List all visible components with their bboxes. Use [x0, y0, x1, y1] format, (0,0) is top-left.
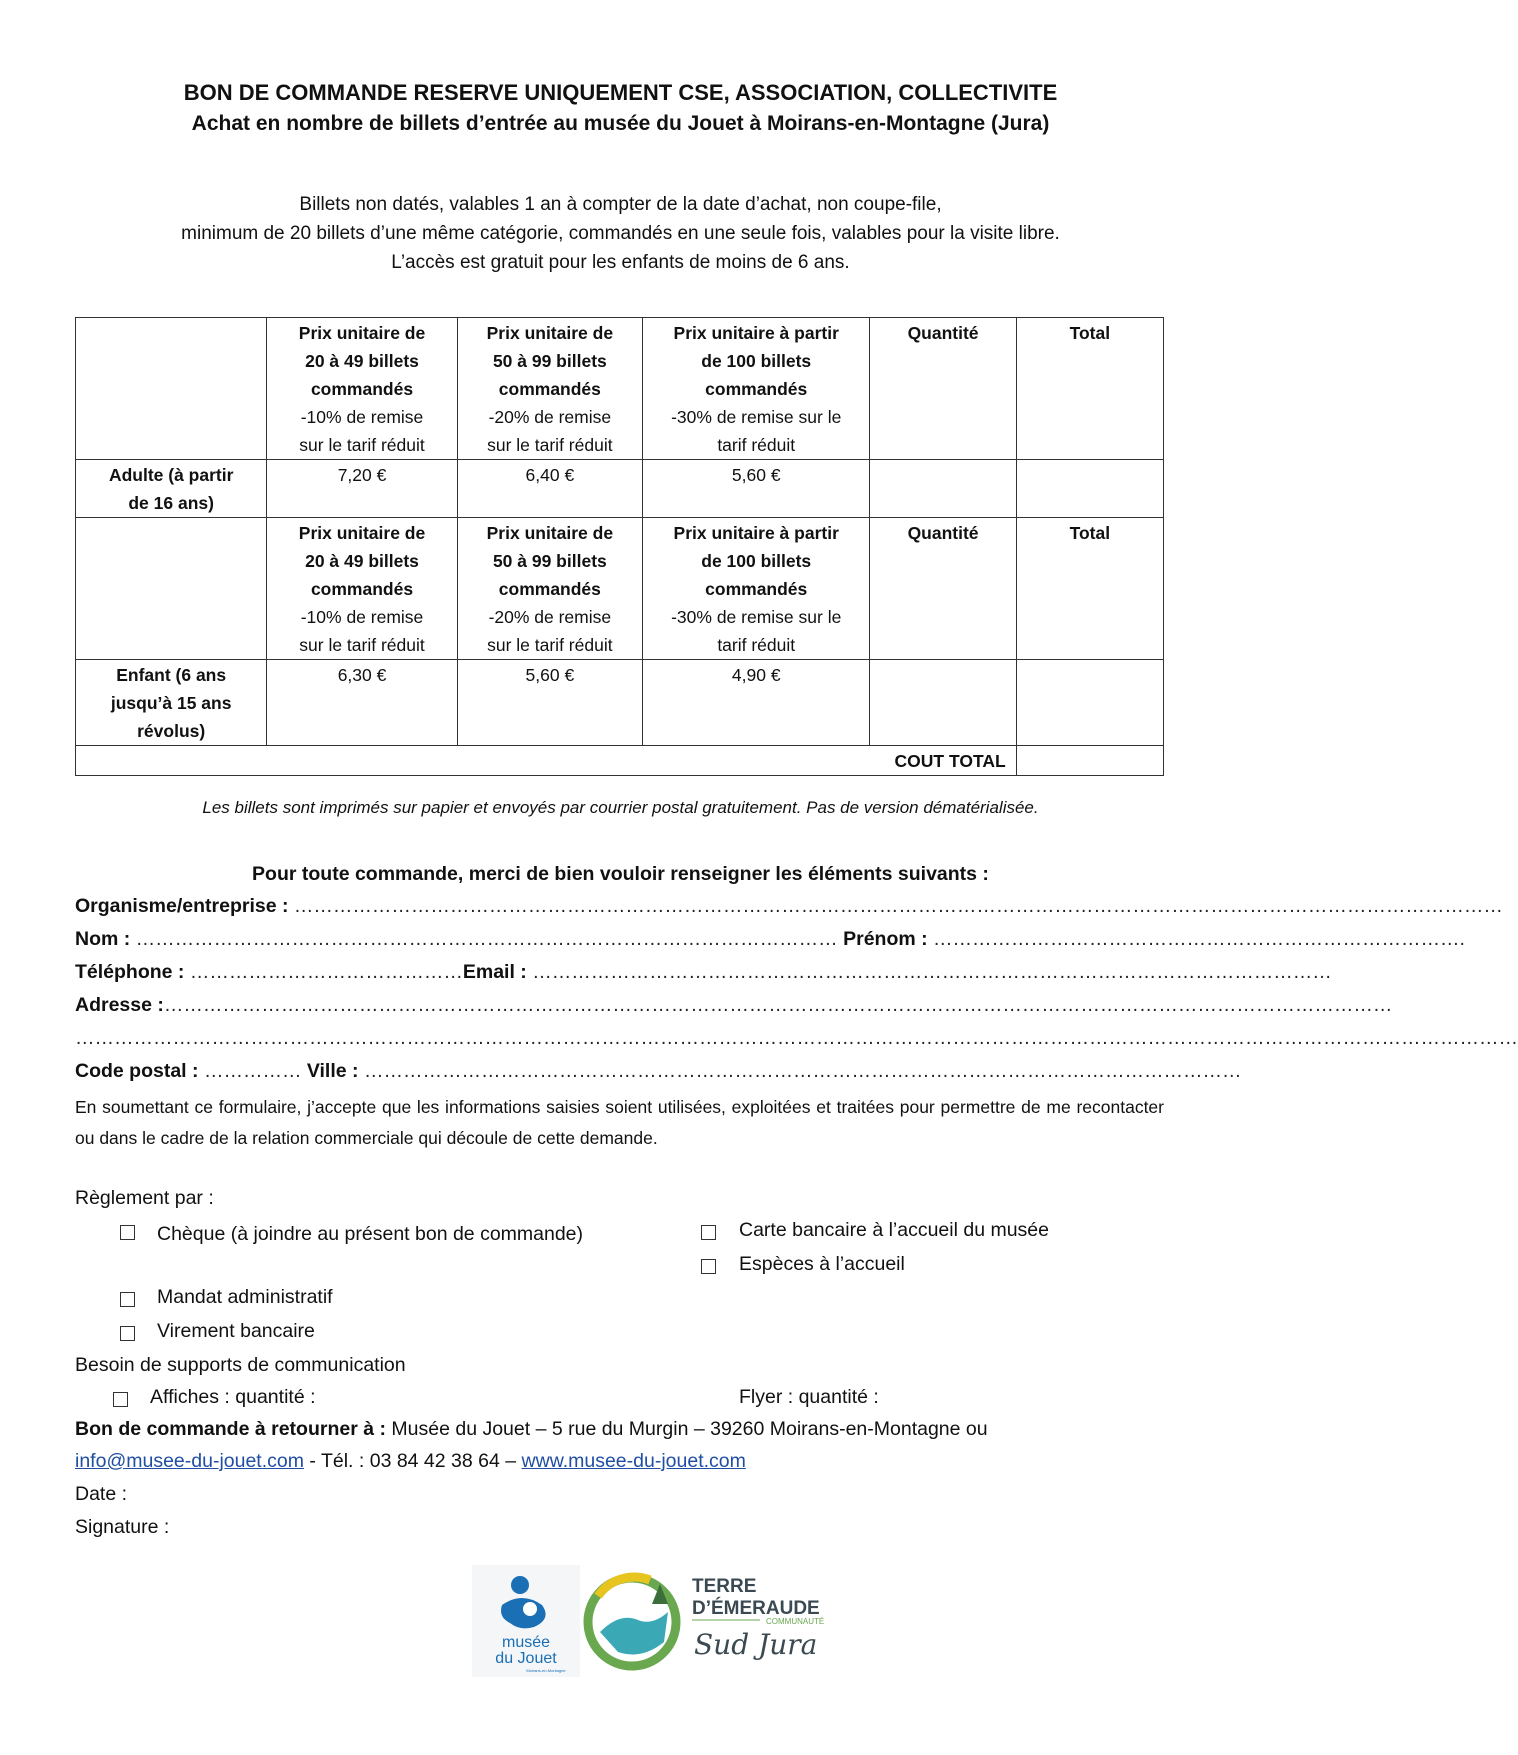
row-label-adult: Adulte (à partir de 16 ans) [76, 460, 267, 518]
support-label: Besoin de supports de communication [75, 1354, 406, 1376]
total-child-cell[interactable] [1016, 660, 1163, 746]
price-child-tier-1: 6,30 € [267, 660, 457, 746]
header-tier-2: Prix unitaire de 50 à 99 billets commandés -20% de remise sur le tarif réduit [457, 518, 642, 660]
header-tier-3: Prix unitaire à partir de 100 billets commandés -30% de remise sur le tarif réduit [643, 318, 870, 460]
website-link[interactable]: www.musee-du-jouet.com [521, 1450, 746, 1472]
header-quantity: Quantité [870, 318, 1016, 460]
signature-label: Signature : [75, 1516, 170, 1538]
intro-line: minimum de 20 billets d’une même catégorie, commandés en une seule fois, valables pour la visite libre. [181, 223, 1060, 244]
header-tier-1: Prix unitaire de 20 à 49 billets commandés -10% de remise sur le tarif réduit [267, 518, 457, 660]
price-table [75, 317, 1164, 776]
header-tier-2: Prix unitaire de 50 à 99 billets commandés -20% de remise sur le tarif réduit [457, 318, 642, 460]
checkbox-especes[interactable] [701, 1259, 716, 1274]
row-label-child: Enfant (6 ans jusqu’à 15 ans révolus) [76, 660, 267, 746]
flyer-quantity: Flyer : quantité : [739, 1386, 879, 1408]
contact-line: info@musee-du-jouet.com - Tél. : 03 84 42 38 64 – www.musee-du-jouet.com [75, 1450, 746, 1472]
musee-du-jouet-logo [472, 1565, 580, 1677]
header-total: Total [1016, 518, 1163, 660]
header-tier-1: Prix unitaire de 20 à 49 billets commandés -10% de remise sur le tarif réduit [267, 318, 457, 460]
logo-musee-text: musée [501, 1634, 551, 1651]
logo-communaute-text: COMMUNAUTÉ [766, 1617, 825, 1626]
delivery-note: Les billets sont imprimés sur papier et envoyés par courrier postal gratuitement. Pas de version dématérialisée. [202, 798, 1039, 817]
checkbox-cheque[interactable] [120, 1225, 135, 1240]
option-mandat: Mandat administratif [157, 1286, 333, 1308]
checkbox-mandat[interactable] [120, 1292, 135, 1307]
quantity-adult-cell[interactable] [870, 460, 1016, 518]
payment-label: Règlement par : [75, 1187, 214, 1209]
intro-text [0, 190, 1241, 277]
price-adult-tier-1: 7,20 € [267, 460, 457, 518]
header-quantity: Quantité [870, 518, 1016, 660]
logo-terre-text: TERRE [692, 1576, 757, 1597]
logo-location-text: Moirans-en-Montagne [526, 1668, 566, 1673]
price-child-tier-3: 4,90 € [643, 660, 870, 746]
cost-total-label: COUT TOTAL [76, 746, 1017, 776]
telephone-email-field[interactable]: Téléphone : ……………………………………Email : …………………………………………………………………………………………………………… [75, 961, 1332, 983]
price-adult-tier-3: 5,60 € [643, 460, 870, 518]
logo-dujouet-text: du Jouet [495, 1650, 557, 1667]
date-label: Date : [75, 1483, 128, 1505]
intro-line: Billets non datés, valables 1 an à compter de la date d’achat, non coupe-file, [299, 194, 942, 215]
toy-head-shape [511, 1576, 529, 1594]
checkbox-affiches[interactable] [113, 1392, 128, 1407]
email-link[interactable]: info@musee-du-jouet.com [75, 1450, 304, 1472]
nom-prenom-field[interactable]: Nom : ……………………………………………………………………………………………… Prénom : ………………………………………………………………………. [75, 928, 1465, 950]
header-tier-3: Prix unitaire à partir de 100 billets commandés -30% de remise sur le tarif réduit [643, 518, 870, 660]
logo-emeraude-text: D’ÉMERAUDE [692, 1598, 820, 1619]
option-virement: Virement bancaire [157, 1320, 315, 1342]
terre-emeraude-logo [580, 1568, 850, 1678]
organisme-field[interactable]: Organisme/entreprise : …………………………………………………………………………………………………………………………………………………………………… [75, 895, 1503, 917]
checkbox-carte[interactable] [701, 1225, 716, 1240]
option-cheque: Chèque (à joindre au présent bon de commande) [157, 1223, 584, 1245]
empty-cell [76, 318, 267, 460]
page-subtitle: Achat en nombre de billets d’entrée au musée du Jouet à Moirans-en-Montagne (Jura) [191, 112, 1050, 135]
logo-sudjura-text: Sud Jura [694, 1628, 818, 1661]
code-postal-ville-field[interactable]: Code postal : …………… Ville : ……………………………………………………………………………………………………………………… [75, 1060, 1242, 1082]
cost-total-cell[interactable] [1016, 746, 1163, 776]
intro-line: L’accès est gratuit pour les enfants de moins de 6 ans. [391, 252, 850, 273]
quantity-child-cell[interactable] [870, 660, 1016, 746]
form-intro: Pour toute commande, merci de bien vouloir renseigner les éléments suivants : [252, 863, 989, 885]
empty-cell [76, 518, 267, 660]
terre-water-shape [600, 1612, 668, 1654]
option-especes: Espèces à l’accueil [739, 1253, 905, 1275]
price-child-tier-2: 5,60 € [457, 660, 642, 746]
option-carte: Carte bancaire à l’accueil du musée [739, 1219, 1050, 1241]
adresse-field[interactable]: Adresse :……………………………………………………………………………………………………………………………………………………………………… [75, 994, 1393, 1016]
adresse-line-2[interactable]: …………………………………………………………………………………………………………………………………………………………………………………………………… [75, 1027, 1518, 1049]
affiches-quantity: Affiches : quantité : [150, 1386, 316, 1408]
consent-text: En soumettant ce formulaire, j’accepte que les informations saisies soient utilisées, exploitées et traitées pour permettre de me recontacter ou dans le cadre de la relation commerciale qui découle de cette demande. [75, 1097, 1164, 1148]
return-address: Bon de commande à retourner à : Musée du Jouet – 5 rue du Murgin – 39260 Moirans-en-Montagne ou [75, 1418, 988, 1440]
total-adult-cell[interactable] [1016, 460, 1163, 518]
header-total: Total [1016, 318, 1163, 460]
page-title: BON DE COMMANDE RESERVE UNIQUEMENT CSE, ASSOCIATION, COLLECTIVITE [183, 80, 1058, 105]
checkbox-virement[interactable] [120, 1326, 135, 1341]
price-adult-tier-2: 6,40 € [457, 460, 642, 518]
